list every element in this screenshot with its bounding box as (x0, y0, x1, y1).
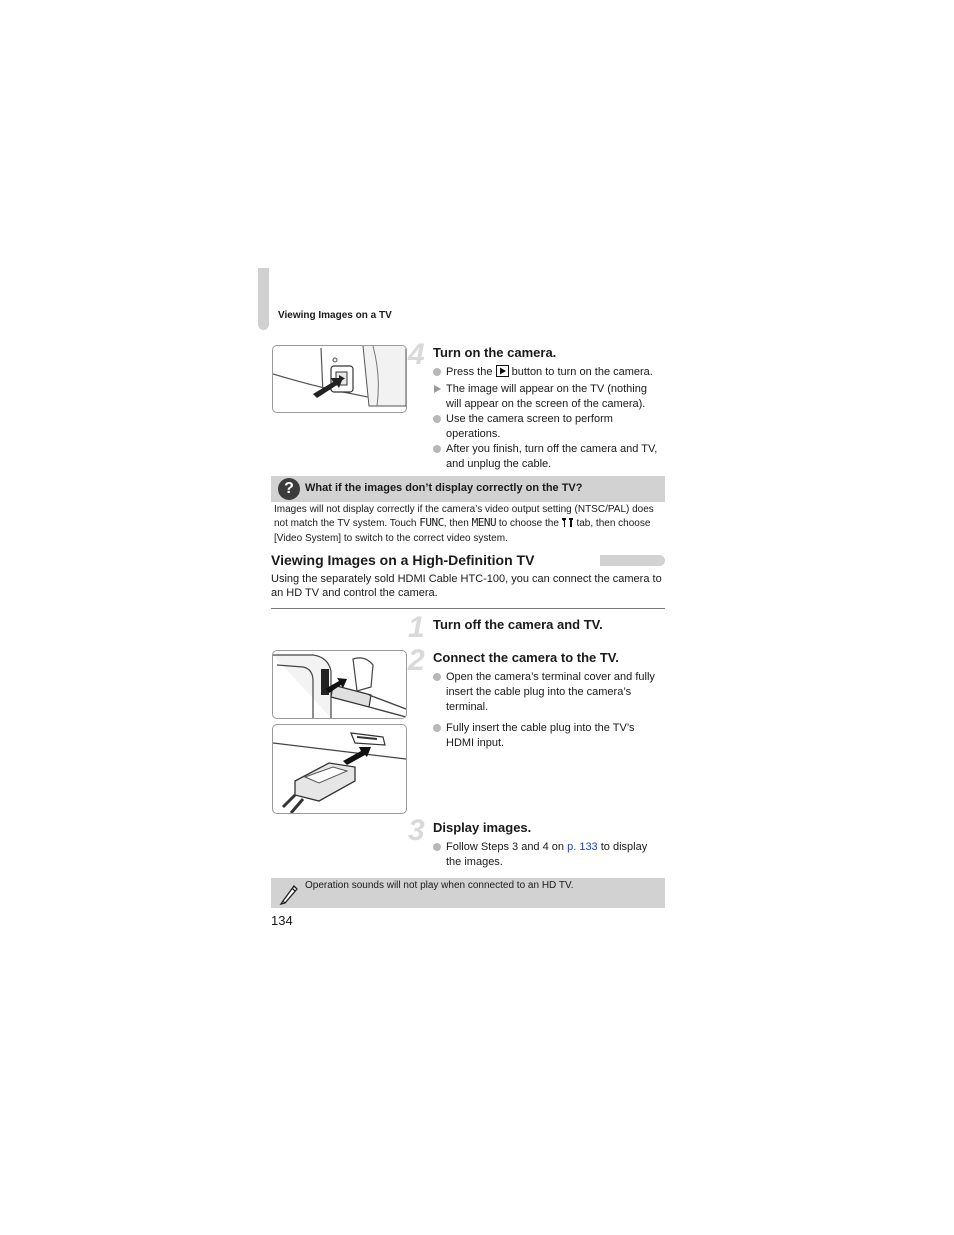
play-button-icon (496, 365, 509, 382)
bullet-text: After you finish, turn off the camera and TV, and unplug the cable. (446, 443, 658, 470)
step-number-3: 3 (408, 814, 425, 847)
bullet-text: Press the (446, 366, 493, 378)
result-arrow-icon (434, 385, 441, 393)
bullet-dot-icon (433, 673, 441, 681)
faq-question: What if the images don’t display correctly on the TV? (305, 482, 583, 494)
faq-text: to choose the (498, 518, 559, 529)
camera-power-illustration (272, 345, 407, 413)
bullet-item (433, 382, 665, 412)
step-number-1: 1 (408, 611, 425, 644)
divider (271, 608, 665, 609)
bullet-dot-icon (433, 445, 441, 453)
func-label: FUNC (419, 516, 444, 529)
bullet-item (433, 721, 665, 751)
bullet-item (433, 412, 665, 442)
step-number-4: 4 (408, 338, 425, 371)
page-number: 134 (271, 913, 293, 928)
bullet-text: Open the camera’s terminal cover and fully insert the cable plug into the camera’s terminal. (446, 671, 655, 713)
note-bar (271, 878, 665, 908)
section-intro: Using the separately sold HDMI Cable HTC-100, you can connect the camera to an HD TV and control the camera. (271, 573, 662, 599)
pencil-icon (279, 883, 299, 910)
step2-bullets (433, 670, 665, 751)
question-mark-icon: ? (278, 478, 300, 500)
faq-text: , then (443, 518, 469, 529)
bullet-dot-icon (433, 724, 441, 732)
note-text: Operation sounds will not play when connected to an HD TV. (305, 880, 574, 891)
menu-label: MENU (471, 516, 497, 529)
bullet-text: Use the camera screen to perform operations. (446, 413, 613, 440)
step-title-3: Display images. (433, 820, 532, 835)
camera-hdmi-illustration (272, 650, 407, 719)
tools-tab-icon (562, 518, 574, 532)
step3-bullets (433, 840, 665, 870)
page-133-link[interactable]: p. 133 (567, 841, 598, 853)
faq-bar (271, 476, 665, 502)
bullet-item (433, 840, 665, 870)
faq-body (274, 503, 666, 545)
bullet-text: button to turn on the camera. (511, 366, 653, 378)
faq-text: tab, then choose [Video System] to switch to the correct video system. (274, 518, 651, 544)
faq-text: Images will not display correctly if the camera’s video output setting (NTSC/PAL) does not match the TV system. Touch (274, 504, 654, 529)
step-title-2: Connect the camera to the TV. (433, 650, 619, 665)
bullet-text: The image will appear on the TV (nothing will appear on the screen of the camera). (446, 383, 647, 410)
bullet-dot-icon (433, 368, 441, 376)
heading-bar (600, 555, 665, 566)
section-heading: Viewing Images on a High-Definition TV (271, 552, 535, 568)
step-title-1: Turn off the camera and TV. (433, 617, 603, 632)
bullet-text: Follow Steps 3 and 4 on (446, 841, 565, 853)
step-title-4: Turn on the camera. (433, 345, 557, 360)
bullet-item (433, 442, 665, 472)
step-number-2: 2 (408, 644, 425, 677)
tv-hdmi-illustration (272, 724, 407, 814)
bullet-item (433, 365, 665, 382)
side-tab-marker (258, 268, 269, 330)
bullet-dot-icon (433, 843, 441, 851)
bullet-item (433, 670, 665, 715)
bullet-dot-icon (433, 415, 441, 423)
bullet-text: Fully insert the cable plug into the TV’s HDMI input. (446, 722, 635, 749)
section-header: Viewing Images on a TV (278, 310, 392, 321)
step4-bullets (433, 365, 665, 472)
bullet-text: to display the images. (446, 841, 648, 868)
